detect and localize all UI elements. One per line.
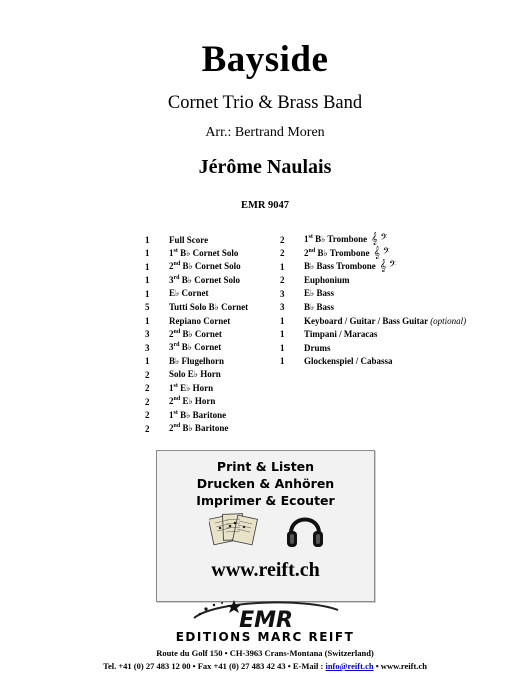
part-name [304, 234, 367, 245]
part-row [280, 287, 466, 301]
part-ordinal-suffix: st [173, 382, 178, 389]
part-quantity: 1 [145, 261, 150, 272]
part-row [280, 341, 466, 355]
part-quantity: 3 [280, 288, 285, 299]
part-ordinal: 2 [169, 396, 174, 407]
contact-phone-fax: Tel. +41 (0) 27 483 12 00 • Fax +41 (0) 27 483 42 43 • E-Mail : [103, 661, 326, 671]
part-name [169, 369, 221, 380]
clef-icon: 𝄞 𝄢 [371, 233, 388, 246]
part-ordinal: 2 [304, 247, 309, 258]
part-quantity: 2 [280, 234, 285, 245]
part-instrument: E♭ Bass [304, 288, 335, 299]
part-instrument: B♭ Trombone [317, 247, 370, 258]
score-subtitle: Cornet Trio & Brass Band [167, 93, 363, 113]
part-row [280, 355, 466, 369]
part-ordinal-suffix: rd [173, 342, 180, 349]
part-quantity: 3 [145, 342, 150, 353]
score-title: Bayside [201, 39, 329, 80]
part-name [169, 302, 248, 313]
part-row [145, 409, 248, 423]
svg-text:EMR: EMR [239, 608, 293, 632]
part-ordinal: 1 [169, 382, 174, 393]
promo-line-english: Print & Listen [216, 459, 315, 474]
part-name [169, 356, 224, 367]
part-ordinal: 2 [169, 423, 174, 434]
part-quantity: 1 [145, 275, 150, 286]
part-row [280, 233, 466, 247]
part-row [145, 247, 248, 261]
part-instrument: E♭ Horn [180, 382, 214, 393]
promo-line-german: Drucken & Anhören [196, 476, 335, 491]
part-quantity: 1 [145, 356, 150, 367]
part-note: (optional) [430, 315, 467, 326]
part-name [169, 383, 213, 394]
part-quantity: 1 [280, 329, 285, 340]
part-ordinal-suffix: st [173, 409, 178, 416]
promo-website-link[interactable]: www.reift.ch [211, 559, 320, 581]
part-name [304, 275, 350, 285]
email-link[interactable]: info@reift.ch [325, 661, 374, 671]
part-quantity: 2 [145, 410, 150, 421]
part-name [304, 302, 334, 313]
part-quantity: 2 [145, 383, 150, 394]
part-ordinal-suffix: nd [308, 247, 316, 254]
part-name [304, 316, 466, 326]
part-row [145, 274, 248, 288]
part-row [145, 301, 248, 315]
part-quantity: 2 [280, 248, 285, 259]
part-quantity: 3 [280, 302, 285, 313]
part-name [304, 248, 369, 259]
part-name [169, 316, 230, 326]
catalog-number: EMR 9047 [240, 200, 290, 211]
part-instrument: Timpani / Maracas [304, 329, 378, 340]
part-name [304, 261, 376, 272]
part-row [145, 233, 248, 247]
part-name [169, 288, 209, 299]
part-ordinal: 1 [169, 409, 174, 420]
part-instrument: Full Score [169, 234, 209, 245]
part-ordinal-suffix: nd [173, 261, 181, 268]
part-instrument: B♭ Cornet Solo [181, 274, 240, 285]
part-name [169, 275, 240, 286]
part-instrument: Glockenspiel / Cabassa [304, 356, 393, 367]
arranger-credit: Arr.: Bertrand Moren [205, 125, 325, 140]
clef-icon: 𝄞 𝄢 [373, 246, 390, 259]
part-name [304, 288, 334, 299]
part-instrument: Drums [304, 342, 331, 353]
part-quantity: 1 [145, 248, 150, 259]
part-quantity: 1 [280, 315, 285, 326]
part-instrument: B♭ Bass Trombone [304, 261, 376, 272]
part-instrument: B♭ Cornet Solo [182, 261, 241, 272]
emr-logo-icon [186, 596, 346, 632]
part-name [169, 235, 208, 245]
part-name [169, 329, 222, 340]
part-row [145, 314, 248, 328]
part-name [304, 343, 331, 353]
part-name [169, 261, 241, 272]
part-quantity: 2 [145, 396, 150, 407]
part-name [169, 410, 226, 421]
part-instrument: Euphonium [304, 275, 350, 286]
part-name [169, 423, 228, 434]
part-name [169, 248, 238, 259]
part-instrument: Keyboard / Guitar / Bass Guitar [304, 315, 428, 326]
part-ordinal: 1 [304, 234, 309, 245]
part-instrument: Solo E♭ Horn [169, 369, 221, 380]
part-instrument: Repiano Cornet [169, 315, 231, 326]
part-instrument: B♭ Cornet Solo [180, 247, 239, 258]
part-row [145, 368, 248, 382]
part-instrument: B♭ Bass [304, 301, 335, 312]
part-quantity: 1 [145, 288, 150, 299]
part-ordinal-suffix: rd [173, 274, 180, 281]
part-row [145, 341, 248, 355]
part-ordinal-suffix: st [308, 234, 313, 241]
publisher-contact [0, 661, 530, 671]
part-row [280, 260, 466, 274]
part-quantity: 1 [280, 356, 285, 367]
part-row [280, 328, 466, 342]
part-quantity: 2 [280, 275, 285, 286]
part-ordinal: 3 [169, 342, 174, 353]
part-instrument: B♭ Cornet [181, 342, 222, 353]
part-instrument: B♭ Baritone [182, 423, 229, 434]
part-instrument: B♭ Trombone [315, 234, 368, 245]
part-row [280, 274, 466, 288]
part-ordinal-suffix: nd [173, 328, 181, 335]
part-quantity: 1 [280, 342, 285, 353]
part-quantity: 1 [145, 234, 150, 245]
part-ordinal: 1 [169, 247, 174, 258]
clef-icon: 𝄞 𝄢 [379, 260, 397, 273]
part-instrument: B♭ Baritone [180, 409, 227, 420]
print-listen-banner[interactable] [156, 450, 375, 602]
promo-line-french: Imprimer & Ecouter [196, 493, 335, 508]
part-row [280, 301, 466, 315]
part-instrument: B♭ Flugelhorn [169, 355, 225, 366]
publisher-address: Route du Golf 150 • CH-3963 Crans-Montana (Switzerland) [156, 648, 374, 658]
part-row [145, 395, 248, 409]
part-row [280, 247, 466, 261]
part-instrument: E♭ Horn [182, 396, 216, 407]
part-quantity: 3 [145, 329, 150, 340]
part-row [145, 328, 248, 342]
composer-name: Jérôme Naulais [198, 156, 332, 178]
part-ordinal-suffix: nd [173, 396, 181, 403]
part-instrument: B♭ Cornet [182, 328, 222, 339]
part-instrument: E♭ Cornet [169, 288, 209, 299]
part-instrument: Tutti Solo B♭ Cornet [169, 301, 249, 312]
part-ordinal-suffix: nd [173, 423, 181, 430]
part-name [304, 329, 377, 339]
publisher-name: EDITIONS MARC REIFT [175, 630, 355, 644]
contact-website: • www.reift.ch [373, 661, 427, 671]
part-quantity: 2 [145, 369, 150, 380]
parts-list-right [280, 233, 466, 368]
part-row [280, 314, 466, 328]
part-quantity: 1 [145, 315, 150, 326]
part-name [169, 342, 221, 353]
sheet-music-icon [209, 509, 259, 551]
part-row [145, 355, 248, 369]
part-ordinal: 2 [169, 261, 174, 272]
part-row [145, 287, 248, 301]
part-ordinal: 2 [169, 328, 174, 339]
part-quantity: 2 [145, 423, 150, 434]
part-quantity: 1 [280, 261, 285, 272]
parts-list-left [145, 233, 248, 436]
part-row [145, 422, 248, 436]
part-name [304, 356, 393, 366]
headphones-icon [285, 507, 325, 551]
part-ordinal: 3 [169, 274, 174, 285]
part-row [145, 382, 248, 396]
part-ordinal-suffix: st [173, 247, 178, 254]
part-quantity: 5 [145, 302, 150, 313]
part-name [169, 396, 215, 407]
part-row [145, 260, 248, 274]
